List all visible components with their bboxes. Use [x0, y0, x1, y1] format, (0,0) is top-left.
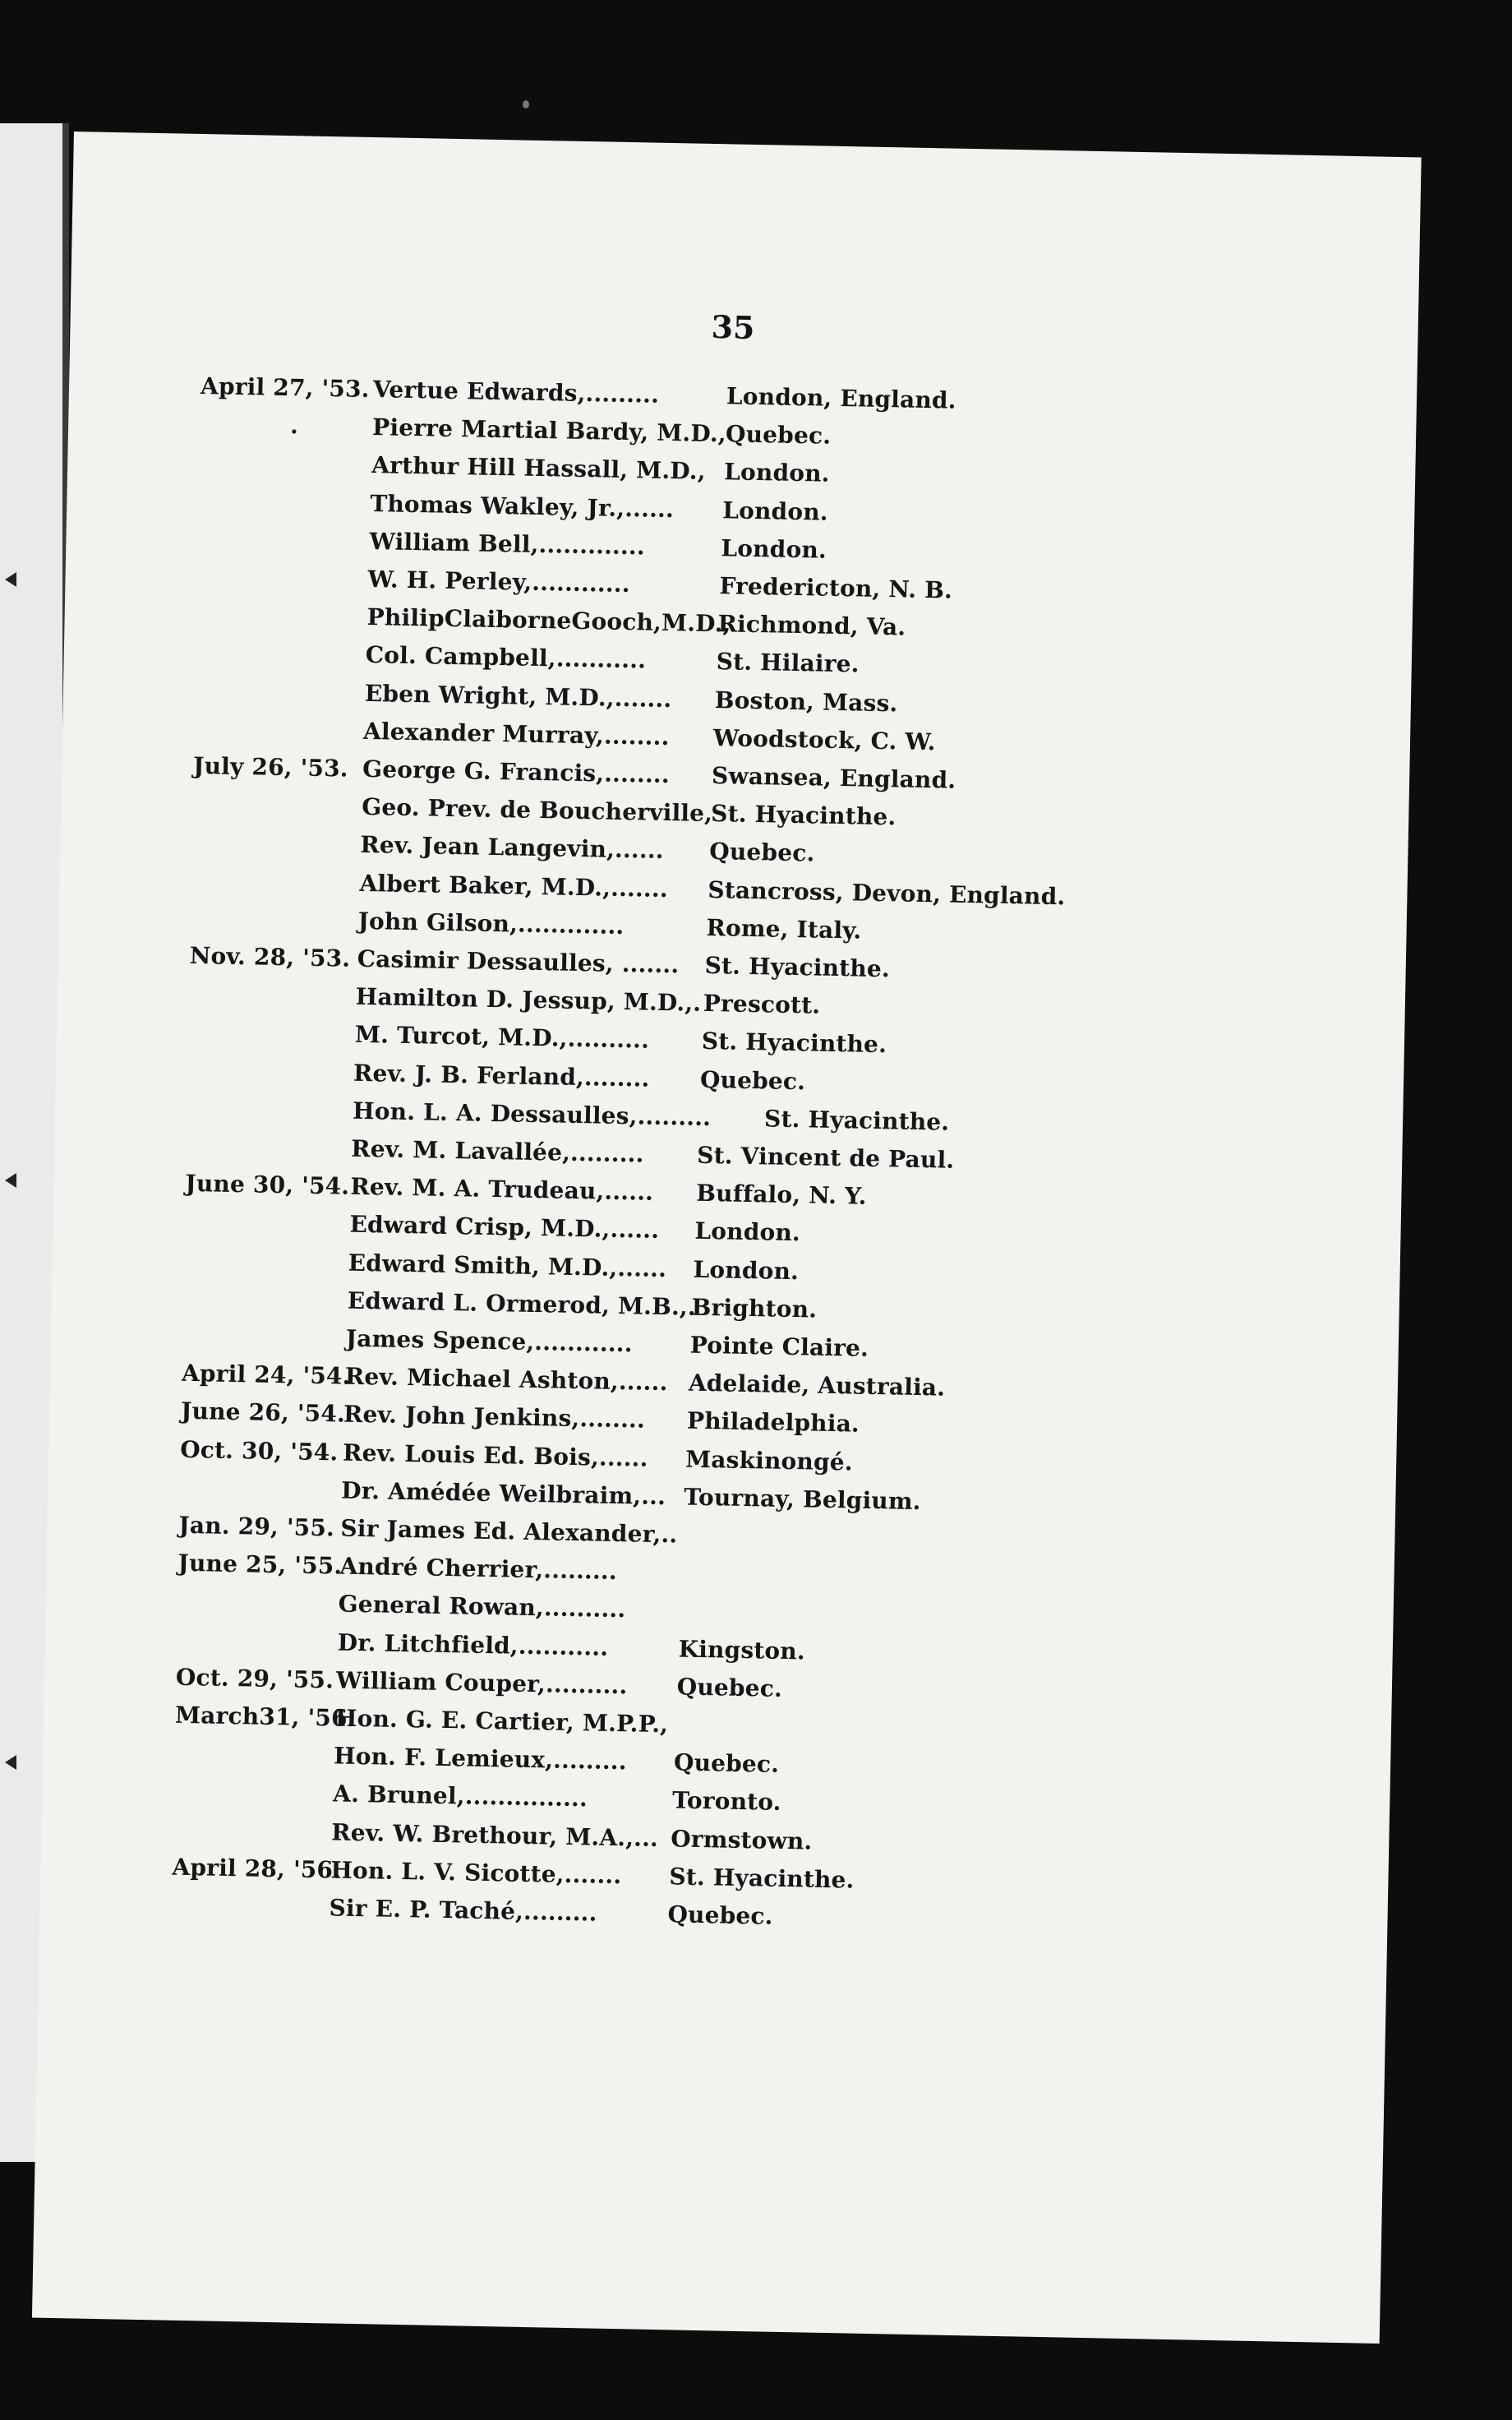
entry-place: Prescott.: [703, 990, 821, 1019]
list-item: [45, 1623, 1196, 1665]
list-item: [58, 940, 1209, 983]
scan-speck: [523, 100, 529, 109]
list-item: [64, 635, 1215, 678]
entry-name: Rev. Jean Langevin,......: [360, 831, 665, 865]
entry-place: Philadelphia.: [686, 1407, 860, 1439]
list-item: [63, 673, 1214, 717]
entry-name: W. H. Perley,............: [367, 565, 631, 598]
entry-place: Tournay, Belgium.: [683, 1483, 921, 1515]
list-item: [44, 1699, 1194, 1739]
entry-name: Rev. W. Brethour, M.A.,...: [331, 1817, 659, 1852]
entry-name: Albert Baker, M.D.,.......: [359, 869, 669, 903]
entry-name: Rev. John Jenkins,........: [343, 1400, 646, 1434]
entry-name: Hon. L. A. Dessaulles,.........: [352, 1097, 712, 1131]
list-item: [66, 560, 1216, 604]
list-item: [67, 522, 1217, 564]
list-item: [52, 1282, 1202, 1323]
entry-name: A. Brunel,...............: [332, 1780, 588, 1813]
entry-name: Edward Crisp, M.D.,......: [349, 1211, 660, 1245]
entry-name: Edward Smith, M.D.,......: [348, 1249, 667, 1282]
list-item: [69, 370, 1219, 414]
entry-name: Vertue Edwards,.........: [372, 376, 660, 409]
list-item: [58, 977, 1208, 1019]
entry-date: June 26, '54.: [180, 1397, 346, 1429]
list-item: [60, 863, 1210, 910]
list-item: [43, 1775, 1193, 1817]
list-item: [48, 1509, 1198, 1549]
entry-name: Thomas Wakley, Jr.,......: [370, 489, 675, 523]
entry-name: Rev. Michael Ashton,......: [344, 1362, 668, 1397]
entry-place: St. Hyacinthe.: [763, 1105, 950, 1136]
list-item: [62, 712, 1213, 756]
list-item: [47, 1547, 1197, 1586]
entry-date: Oct. 29, '55.: [175, 1663, 334, 1694]
entry-name: Geo. Prev. de Boucherville,: [361, 793, 713, 828]
entry-name: John Gilson,.............: [357, 907, 625, 940]
entry-name: Dr. Litchfield,...........: [337, 1628, 609, 1661]
left-arrow-marker-icon: [5, 572, 16, 587]
entry-place: Quebec.: [725, 420, 832, 450]
entry-place: London.: [721, 496, 829, 526]
entry-name: Sir James Ed. Alexander,..: [340, 1514, 678, 1549]
entry-place: Quebec.: [699, 1065, 806, 1095]
entry-date: June 30, '54.: [185, 1170, 350, 1200]
list-item: [61, 825, 1211, 867]
entry-name: André Cherrier,.........: [339, 1552, 618, 1586]
list-item: [56, 1053, 1206, 1095]
entry-place: St. Hyacinthe.: [704, 951, 891, 983]
list-item: [50, 1357, 1201, 1402]
entry-name: Hamilton D. Jessup, M.D.,.: [355, 982, 702, 1018]
list-item: [62, 787, 1212, 831]
entry-name: Alexander Murray,........: [362, 717, 670, 750]
entry-place: Woodstock, C. W.: [712, 723, 936, 756]
list-item: [54, 1167, 1205, 1210]
entry-name: Dr. Amédée Weilbraim,...: [341, 1476, 666, 1510]
entry-place: London.: [693, 1255, 800, 1285]
list-item: [67, 484, 1218, 526]
entry-name: William Couper,..........: [335, 1666, 628, 1700]
entry-place: Buffalo, N. Y.: [696, 1179, 867, 1210]
entry-name: Hon. L. V. Sicotte,.......: [330, 1856, 622, 1889]
entry-name: M. Turcot, M.D.,..........: [354, 1021, 650, 1055]
entry-place: Richmond, Va.: [717, 610, 906, 641]
list-item: [53, 1205, 1204, 1247]
list-item: [51, 1319, 1201, 1362]
entry-place: Toronto.: [671, 1786, 782, 1817]
entry-place: Maskinongé.: [685, 1445, 854, 1476]
entry-name: Col. Campbell,...........: [365, 641, 647, 674]
list-item: [69, 408, 1219, 450]
entry-name: James Spence,............: [345, 1324, 634, 1358]
list-item: [41, 1850, 1192, 1894]
entry-place: Quebec.: [676, 1673, 783, 1702]
entry-place: Fredericton, N. B.: [719, 572, 953, 604]
list-item: [46, 1585, 1196, 1623]
list-item: [62, 750, 1213, 794]
entry-place: Boston, Mass.: [714, 686, 898, 717]
entry-date: Oct. 30, '54.: [179, 1435, 339, 1466]
entry-place: Pointe Claire.: [689, 1331, 869, 1362]
list-item: [40, 1889, 1191, 1930]
entry-place: Ormstown.: [670, 1824, 813, 1855]
entry-place: St. Hyacinthe.: [669, 1863, 855, 1894]
entry-name: Arthur Hill Hassall, M.D.,: [371, 451, 707, 486]
entry-place: St. Hyacinthe.: [701, 1028, 887, 1059]
list-item: [65, 598, 1215, 641]
list-item: [57, 1015, 1207, 1059]
entry-place: Kingston.: [678, 1635, 806, 1665]
entry-place: St. Hilaire.: [716, 648, 860, 678]
entry-date: June 25, '55.: [177, 1549, 343, 1580]
left-arrow-marker-icon: [5, 1755, 16, 1770]
left-arrow-marker-icon: [5, 1173, 16, 1188]
list-item: [53, 1243, 1203, 1285]
list-item: [68, 446, 1219, 488]
entry-name: Hon. G. E. Cartier, M.P.P.,: [334, 1704, 669, 1739]
entry-date: March31, '56.: [174, 1701, 356, 1732]
entry-name: Hon. F. Lemieux,.........: [333, 1742, 628, 1776]
list-item: [44, 1737, 1194, 1779]
entry-place: Quebec.: [709, 838, 815, 867]
entry-date: .: [289, 412, 299, 440]
entry-name: PhilipClaiborneGooch,M.D.,: [366, 603, 731, 638]
entry-place: St. Vincent de Paul.: [696, 1141, 955, 1174]
entry-date: April 27, '53.: [200, 372, 370, 403]
page-number: 35: [711, 307, 755, 346]
entry-name: Casimir Dessaulles, .......: [357, 944, 680, 979]
list-item: [48, 1471, 1199, 1515]
entry-name: William Bell,.............: [369, 527, 646, 561]
list-item: [49, 1395, 1200, 1439]
entry-place: London, England.: [726, 382, 957, 414]
entry-name: Pierre Martial Bardy, M.D.,: [371, 413, 727, 448]
entry-name: Eben Wright, M.D.,.......: [364, 679, 672, 713]
entry-place: Swansea, England.: [711, 762, 957, 794]
entry-place: Brighton.: [691, 1293, 818, 1323]
entry-name: General Rowan,..........: [338, 1590, 626, 1623]
entry-name: Sir E. P. Taché,.........: [329, 1894, 597, 1927]
entry-place: London.: [721, 534, 827, 564]
entry-place: Rome, Italy.: [706, 913, 862, 944]
entry-name: George G. Francis,........: [362, 755, 671, 789]
entry-name: Edward L. Ormerod, M.B.,.: [347, 1286, 697, 1321]
entry-place: Stancross, Devon, England.: [708, 875, 1066, 910]
entry-name: Rev. J. B. Ferland,........: [353, 1059, 650, 1092]
entry-place: London.: [694, 1217, 801, 1247]
list-item: [44, 1660, 1195, 1702]
list-item: [49, 1433, 1200, 1476]
entry-name: Rev. M. Lavallée,.........: [350, 1134, 644, 1168]
entry-date: April 24, '54.: [181, 1359, 351, 1390]
entry-date: July 26, '53.: [192, 751, 349, 783]
entry-date: Jan. 29, '55.: [178, 1511, 335, 1542]
entry-name: Rev. Louis Ed. Bois,......: [342, 1439, 648, 1472]
entry-place: Quebec.: [673, 1748, 780, 1779]
list-item: [56, 1092, 1206, 1136]
entry-date: Nov. 28, '53.: [189, 941, 351, 972]
entry-place: Quebec.: [667, 1900, 773, 1930]
entry-name: Rev. M. A. Trudeau,......: [350, 1172, 654, 1206]
list-item: [42, 1813, 1192, 1855]
list-item: [55, 1129, 1205, 1174]
entry-date: April 28, '56.: [172, 1853, 342, 1884]
entry-place: London.: [723, 458, 830, 488]
document-page: [32, 132, 1422, 2344]
entry-place: St. Hyacinthe.: [710, 800, 897, 831]
entry-place: Adelaide, Australia.: [688, 1369, 946, 1402]
